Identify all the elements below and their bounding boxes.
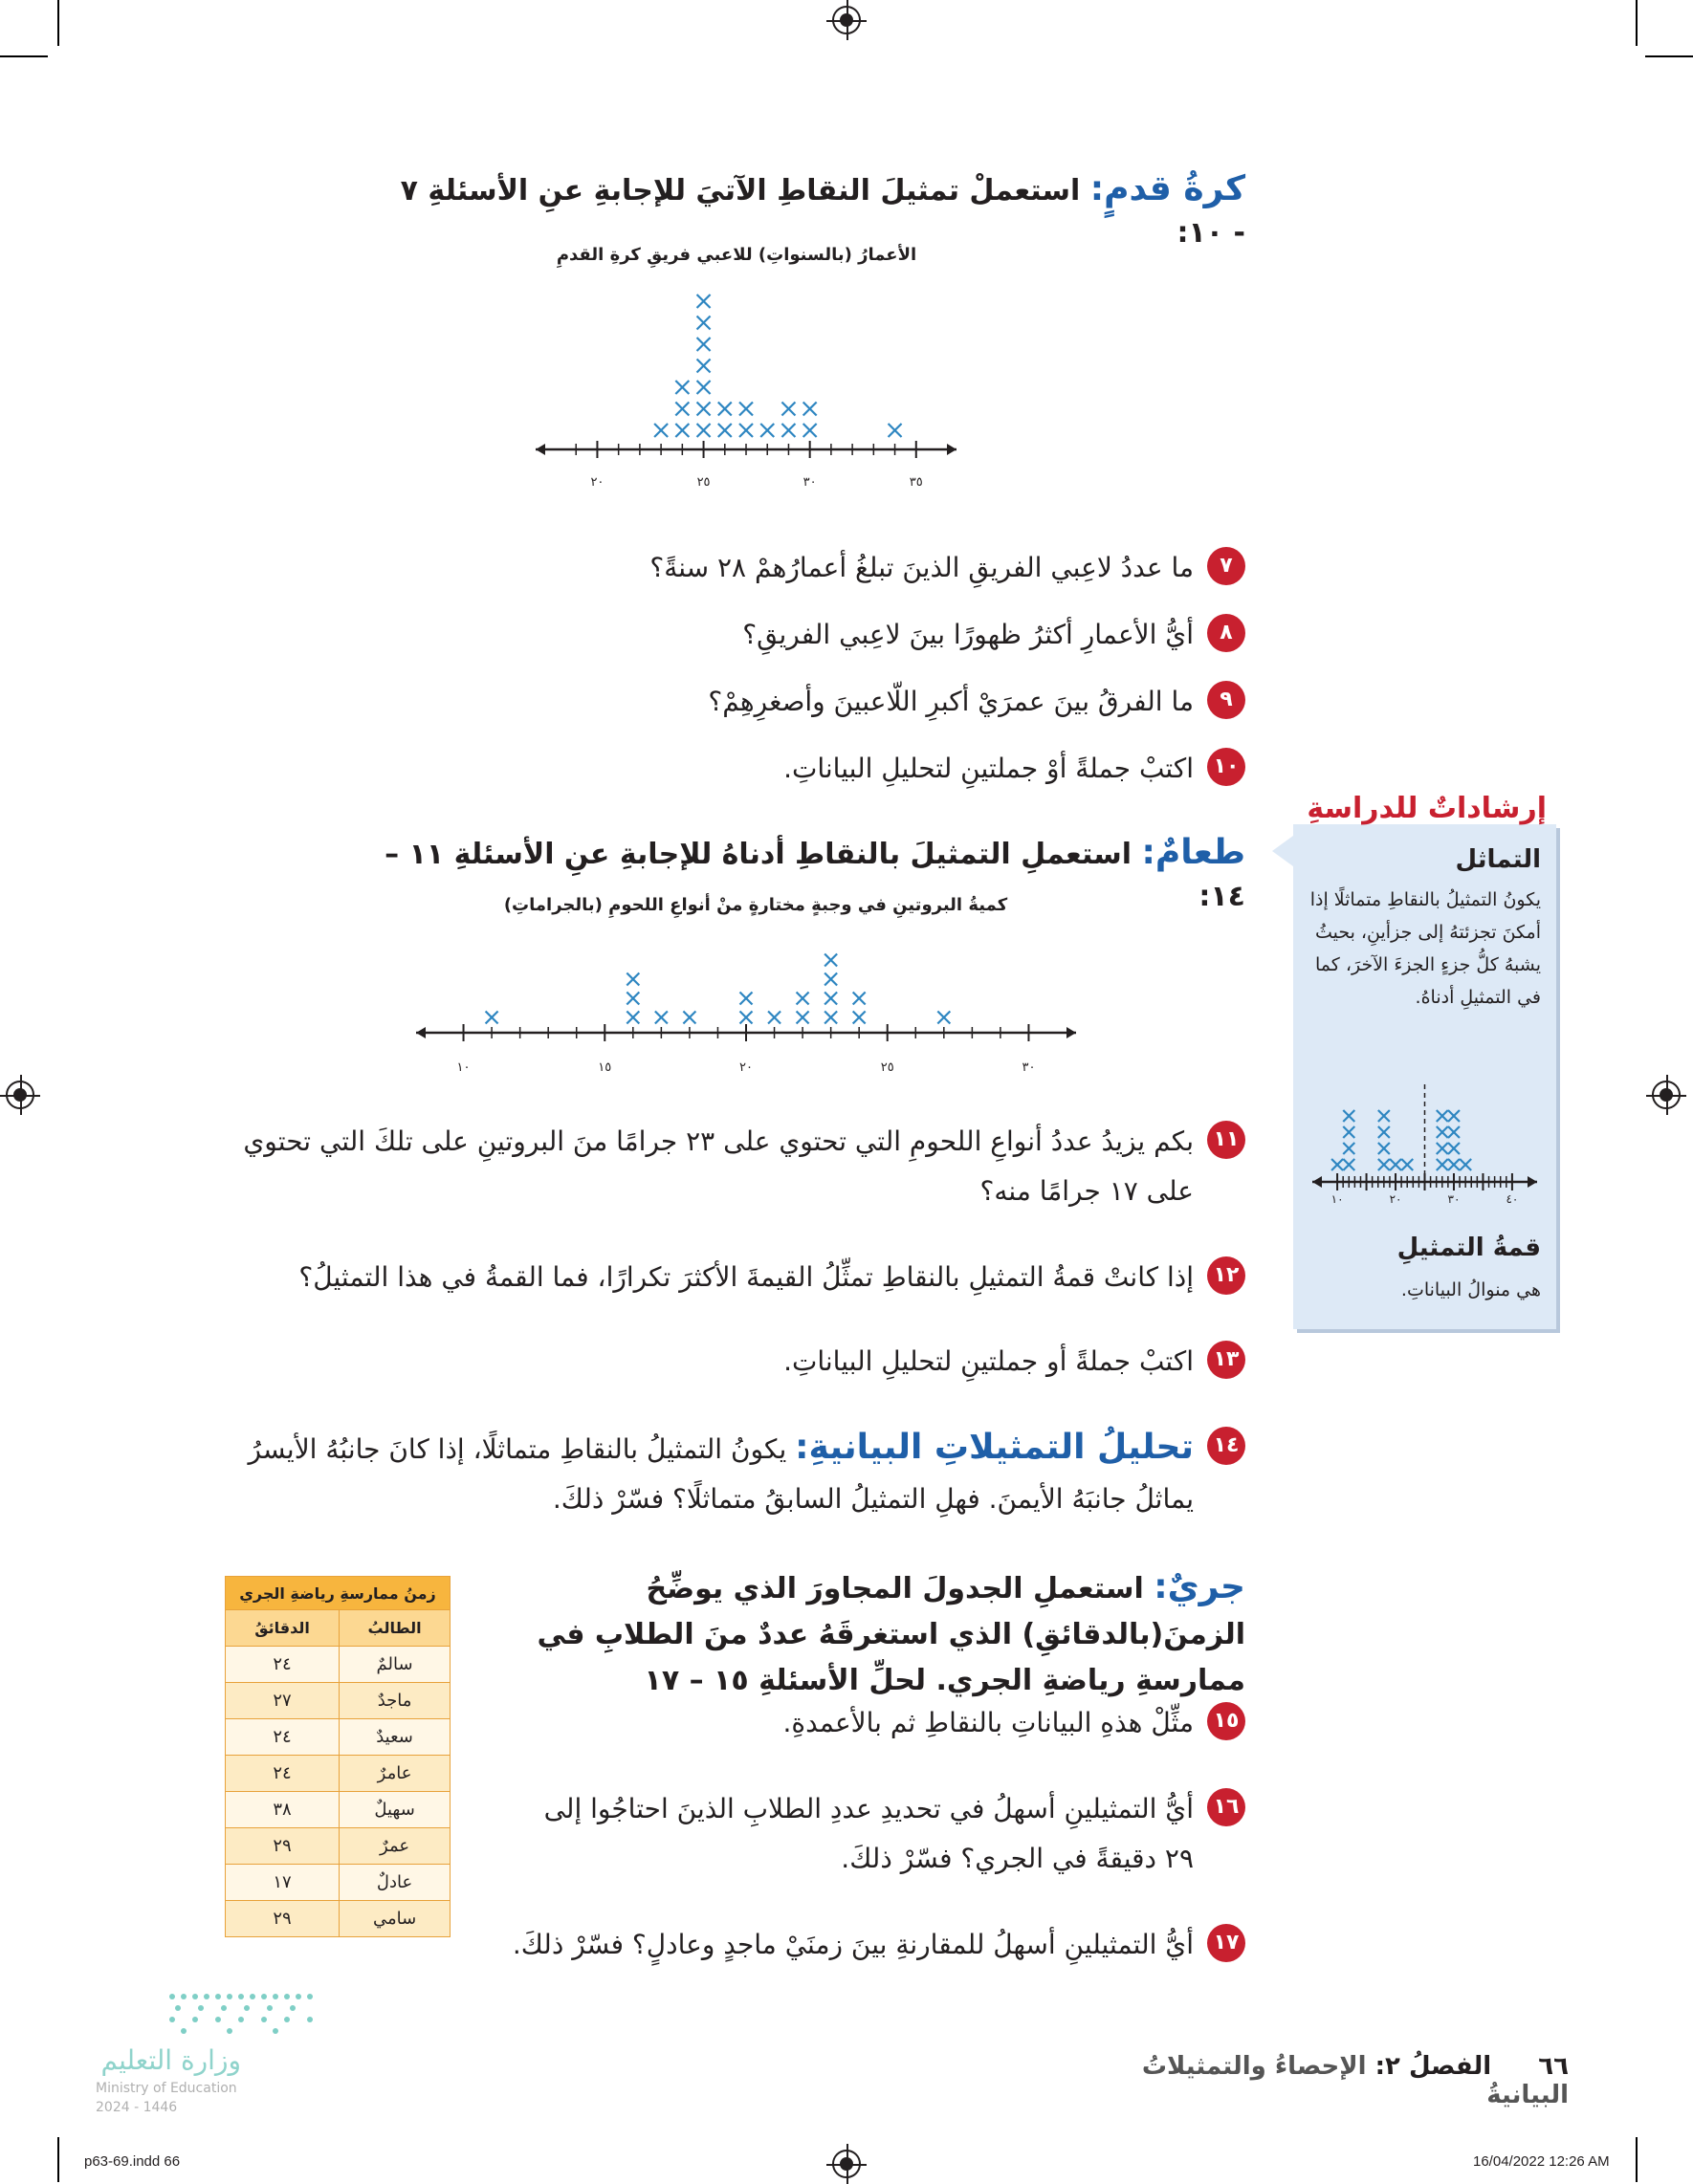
data-point-x	[1378, 1110, 1390, 1122]
question-17: ١٧ أيُّ التمثيلينِ أسهلُ للمقارنةِ بينَ زمنَيْ ماجدٍ وعادلٍ؟ فسّرْ ذلكَ.	[513, 1920, 1245, 1970]
tick-label: ١٥	[598, 1060, 612, 1075]
table-caption: زمنُ ممارسةِ رياضةِ الجري	[226, 1577, 451, 1610]
data-point-x	[1401, 1159, 1413, 1170]
data-point-x	[1437, 1159, 1448, 1170]
axis-arrow-left	[536, 444, 545, 455]
data-point-x	[803, 403, 817, 416]
study-tips-sidebar	[1293, 792, 1556, 1329]
data-point-x	[937, 1012, 950, 1024]
data-point-x	[675, 381, 689, 394]
crop-mark	[0, 55, 48, 57]
data-point-x	[697, 338, 711, 351]
q14-keyword: تحليلُ التمثيلاتِ البيانيةِ:	[795, 1428, 1194, 1467]
table-row: ٢٧ ماجدٌ	[226, 1683, 451, 1719]
data-point-x	[1390, 1159, 1401, 1170]
axis-arrow-left	[1312, 1176, 1322, 1188]
data-point-x	[1331, 1159, 1343, 1170]
data-point-x	[1437, 1143, 1448, 1154]
ministry-logo-icon	[165, 1989, 318, 2039]
food-keyword: طعامٌ:	[1141, 833, 1245, 872]
date-slug: 16/04/2022 12:26 AM	[1473, 2153, 1610, 2170]
question-16: ١٦ أيُّ التمثيلينِ أسهلُ في تحديدِ عددِ الطلابِ الذينَ احتاجُوا إلى ٢٩ دقيقةً في الجري؟ فسّرْ ذلكَ.	[509, 1784, 1245, 1884]
data-point-x	[889, 424, 902, 437]
sidebar-heading: إرشاداتٌ للدراسةِ	[1307, 792, 1547, 825]
crop-mark	[1636, 2137, 1638, 2182]
axis-arrow-left	[416, 1027, 426, 1038]
file-slug: p63-69.indd 66	[84, 2153, 181, 2170]
data-point-x	[1378, 1143, 1390, 1154]
peak-title: قمةُ التمثيلِ	[1396, 1234, 1541, 1262]
data-point-x	[1378, 1126, 1390, 1138]
ministry-name-en: Ministry of Education	[96, 2081, 237, 2096]
data-point-x	[1448, 1143, 1460, 1154]
tick-label: ٢٠	[1389, 1192, 1402, 1206]
data-point-x	[683, 1012, 695, 1024]
tick-label: ٣٥	[909, 475, 923, 490]
tick-label: ٤٠	[1506, 1192, 1519, 1206]
data-point-x	[797, 1012, 809, 1024]
data-point-x	[1460, 1159, 1471, 1170]
running-keyword: جريٌ:	[1154, 1567, 1245, 1606]
axis-arrow-right	[1066, 1027, 1076, 1038]
tick-label: ١٠	[1330, 1192, 1344, 1206]
data-point-x	[718, 403, 732, 416]
data-point-x	[718, 424, 732, 437]
registration-mark-icon	[832, 2150, 861, 2178]
tick-label: ٣٠	[1447, 1192, 1461, 1206]
data-point-x	[825, 1012, 837, 1024]
data-point-x	[627, 993, 639, 1005]
data-point-x	[825, 954, 837, 967]
running-table	[225, 1576, 451, 1937]
registration-mark-icon	[832, 6, 861, 34]
data-point-x	[486, 1012, 498, 1024]
data-point-x	[1448, 1159, 1460, 1170]
question-7: ٧ ما عددُ لاعِبي الفريقِ الذينَ تبلغُ أعمارُهمْ ٢٨ سنةً؟	[649, 543, 1245, 593]
symmetry-text: يكونُ التمثيلُ بالنقاطِ متماثلًا إذا أمكنَ تجزئتهُ إلى جزأينِ، بحيثُ يشبهُ كلُّ جزءٍ الجزءَ الآخرَ، كما في التمثيلِ أدناهُ.	[1309, 889, 1541, 1008]
data-point-x	[760, 424, 774, 437]
data-point-x	[1378, 1159, 1390, 1170]
football-dot-plot	[526, 268, 966, 497]
data-point-x	[655, 1012, 668, 1024]
ministry-name: وزارة التعليم	[100, 2044, 241, 2076]
tick-label: ١٠	[456, 1060, 471, 1075]
page-footer	[1052, 2052, 1569, 2109]
food-instruction: طعامٌ: استعملِ التمثيلَ بالنقاطِ أدناهُ للإجابةِ عنِ الأسئلةِ ١١ – ١٤:	[385, 833, 1245, 913]
data-point-x	[1437, 1110, 1448, 1122]
food-dot-plot	[407, 918, 1086, 1081]
ministry-year: 2024 - 1446	[96, 2100, 178, 2115]
question-9: ٩ ما الفرقُ بينَ عمرَيْ أكبرِ اللّاعبينَ وأصغرِهِمْ؟	[708, 677, 1245, 727]
table-row: ٢٤ سالمٌ	[226, 1647, 451, 1683]
data-point-x	[697, 381, 711, 394]
table-row: ١٧ عادلٌ	[226, 1865, 451, 1901]
tick-label: ٢٥	[880, 1060, 894, 1075]
data-point-x	[1448, 1126, 1460, 1138]
data-point-x	[1343, 1143, 1354, 1154]
data-point-x	[740, 1012, 753, 1024]
data-point-x	[781, 403, 795, 416]
data-point-x	[803, 424, 817, 437]
football-instruction: كرةُ قدمٍ: استعملْ تمثيلَ النقاطِ الآتيَ للإجابةِ عنِ الأسئلةِ ٧ - ١٠:	[400, 169, 1245, 250]
table-row: ٢٩ عمرٌ	[226, 1828, 451, 1865]
col-minutes: الدقائقُ	[226, 1610, 340, 1647]
data-point-x	[675, 403, 689, 416]
data-point-x	[740, 993, 753, 1005]
tick-label: ٣٠	[803, 475, 817, 490]
data-point-x	[853, 1012, 866, 1024]
data-point-x	[1343, 1159, 1354, 1170]
data-point-x	[825, 973, 837, 986]
sidebar-pointer	[1272, 836, 1293, 866]
question-14: ١٤ تحليلُ التمثيلاتِ البيانيةِ: يكونُ التمثيلُ بالنقاطِ متماثلًا، إذا كانَ جانبُهُ الأيسرُ يماثلُ جانبَهُ الأيمنَ. فهلِ التمثيلُ السابقُ متماثلًا؟ فسّرْ ذلكَ.	[222, 1423, 1245, 1524]
page-number: ٦٦	[1538, 2052, 1569, 2081]
col-student: الطالبُ	[340, 1610, 451, 1647]
question-8: ٨ أيُّ الأعمارِ أكثرُ ظهورًا بينَ لاعِبي الفريقِ؟	[742, 610, 1245, 660]
data-point-x	[654, 424, 668, 437]
data-point-x	[797, 993, 809, 1005]
tick-label: ٢٥	[696, 475, 711, 490]
data-point-x	[627, 973, 639, 986]
axis-arrow-right	[1528, 1176, 1537, 1188]
chapter-title: الإحصاءُ والتمثيلاتُ البيانيةُ	[1141, 2052, 1569, 2109]
symmetry-title: التماثل	[1455, 845, 1541, 874]
tick-label: ٢٠	[590, 475, 605, 490]
table-row: ٢٩ سامي	[226, 1901, 451, 1937]
tick-label: ٣٠	[1022, 1060, 1036, 1075]
data-point-x	[1448, 1110, 1460, 1122]
symmetry-dot-plot	[1303, 1081, 1547, 1224]
question-10: ١٠ اكتبْ جملةً أوْ جملتينِ لتحليلِ البياناتِ.	[783, 744, 1245, 794]
data-point-x	[697, 317, 711, 330]
registration-mark-icon	[1652, 1081, 1681, 1109]
data-point-x	[697, 295, 711, 308]
data-point-x	[739, 403, 753, 416]
football-chart-title: الأعمارُ (بالسنواتِ) للاعبي فريقِ كرةِ القدمِ	[556, 245, 917, 265]
football-keyword: كرةُ قدمٍ:	[1089, 169, 1245, 208]
data-point-x	[1437, 1126, 1448, 1138]
data-point-x	[1343, 1110, 1354, 1122]
question-13: ١٣ اكتبْ جملةً أو جملتينِ لتحليلِ البياناتِ.	[783, 1337, 1245, 1387]
crop-mark	[1636, 0, 1638, 46]
table-row: ٢٤ سعيدٌ	[226, 1719, 451, 1756]
crop-mark	[57, 2137, 59, 2182]
running-instruction: جريٌ: استعملِ الجدولَ المجاورَ الذي يوضِّحُ الزمنَ(بالدقائقِ) الذي استغرقَهُ عددٌ منَ الطلابِ في ممارسةِ رياضةِ الجري. لحلِّ الأسئلةِ ١٥ – ١٧	[537, 1567, 1245, 1697]
data-point-x	[675, 424, 689, 437]
data-point-x	[781, 424, 795, 437]
axis-arrow-right	[947, 444, 956, 455]
question-15: ١٥ مثِّلْ هذهِ البياناتِ بالنقاطِ ثم بالأعمدةِ.	[783, 1698, 1246, 1748]
peak-text: هي منوالُ البياناتِ.	[1400, 1279, 1541, 1300]
tick-label: ٢٠	[739, 1060, 753, 1075]
table-row: ٣٨ سهيلٌ	[226, 1792, 451, 1828]
crop-mark	[1645, 55, 1693, 57]
data-point-x	[853, 993, 866, 1005]
food-chart-title: كميةُ البروتينِ في وجبةٍ مختارةٍ منْ أنواعِ اللحومِ (بالجراماتِ)	[503, 895, 1008, 915]
data-point-x	[697, 424, 711, 437]
data-point-x	[739, 424, 753, 437]
data-point-x	[825, 993, 837, 1005]
data-point-x	[768, 1012, 781, 1024]
chapter-label: الفصلُ ٢:	[1374, 2052, 1492, 2081]
data-point-x	[697, 403, 711, 416]
registration-mark-icon	[6, 1081, 34, 1109]
question-11: ١١ بكم يزيدُ عددُ أنواعِ اللحومِ التي تحتوي على ٢٣ جرامًا منَ البروتينِ على تلكَ التي تحتوي على ١٧ جرامًا منه؟	[222, 1117, 1245, 1216]
data-point-x	[627, 1012, 639, 1024]
data-point-x	[697, 360, 711, 373]
crop-mark	[57, 0, 59, 46]
data-point-x	[1343, 1126, 1354, 1138]
table-row: ٢٤ عامرٌ	[226, 1756, 451, 1792]
question-12: ١٢ إذا كانتْ قمةُ التمثيلِ بالنقاطِ تمثِّلُ القيمةَ الأكثرَ تكرارًا، فما القمةُ في هذا التمثيلُ؟	[298, 1253, 1245, 1302]
